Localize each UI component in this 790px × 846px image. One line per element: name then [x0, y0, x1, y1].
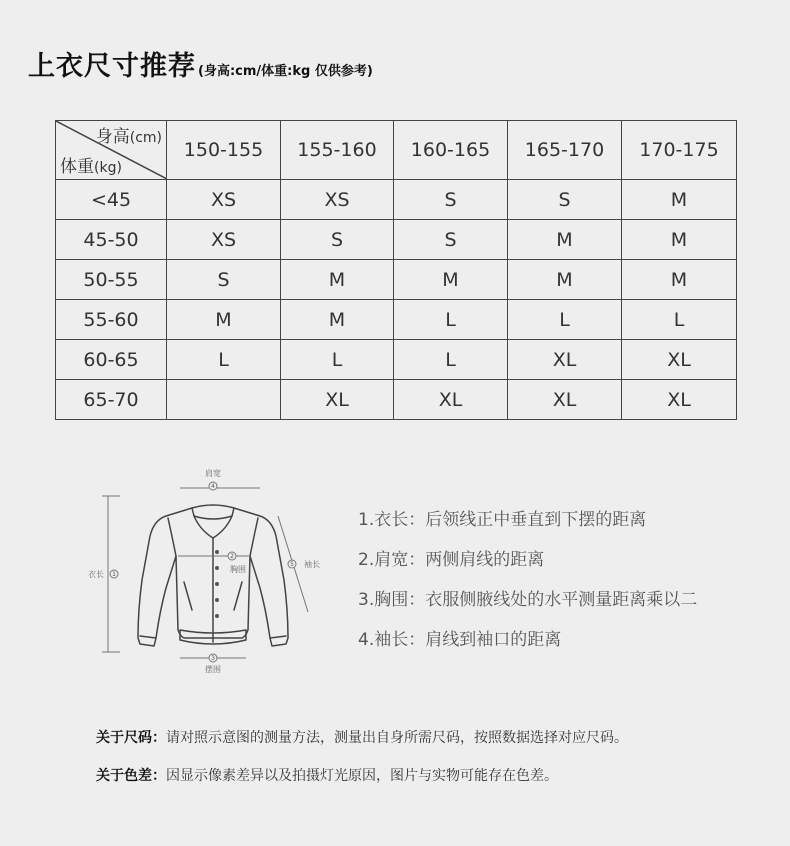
sleeve-number: 5: [290, 561, 294, 568]
size-cell: L: [622, 300, 737, 340]
height-column-header: 150-155: [167, 121, 281, 180]
size-cell: S: [394, 220, 508, 260]
table-row: [56, 300, 737, 340]
length-number: 1: [112, 571, 116, 578]
table-corner-cell: [56, 121, 167, 180]
size-cell: L: [394, 340, 508, 380]
corner-weight-label: 体重(kg): [60, 157, 122, 177]
height-column-header: 165-170: [508, 121, 622, 180]
weight-cell: 60-65: [56, 340, 167, 380]
size-cell: M: [622, 180, 737, 220]
sleeve-label: 袖长: [304, 560, 320, 569]
height-column-header: 155-160: [281, 121, 394, 180]
pocket-left: [184, 582, 192, 610]
table-header-row: [56, 121, 737, 180]
size-cell: XL: [622, 340, 737, 380]
size-cell: XL: [394, 380, 508, 420]
size-cell: L: [394, 300, 508, 340]
size-cell: M: [167, 300, 281, 340]
armhole-left: [168, 518, 176, 556]
collar-shape: [192, 505, 234, 519]
size-cell: XS: [281, 180, 394, 220]
cuff-right: [270, 636, 286, 638]
size-cell: M: [281, 300, 394, 340]
size-cell: L: [167, 340, 281, 380]
measurement-instructions: [358, 508, 697, 668]
pocket-right: [234, 582, 242, 610]
weight-cell: 55-60: [56, 300, 167, 340]
shoulder-number: 4: [211, 483, 215, 490]
jacket-illustration: [80, 460, 340, 690]
size-chart-table: [55, 120, 737, 420]
note-size: [96, 728, 628, 766]
size-cell: M: [394, 260, 508, 300]
measure-item: 4.袖长：肩线到袖口的距离: [358, 630, 562, 650]
size-cell: M: [508, 220, 622, 260]
title-subtitle: (身高:cm/体重:kg 仅供参考): [198, 64, 373, 79]
hem-label: 摆围: [205, 665, 221, 674]
size-cell: L: [508, 300, 622, 340]
note-label: 关于色差：: [96, 768, 166, 784]
chest-label: 胸围: [230, 565, 246, 574]
note-text: 请对照示意图的测量方法，测量出自身所需尺码，按照数据选择对应尺码。: [166, 730, 628, 746]
size-cell: XL: [281, 380, 394, 420]
size-cell: XS: [167, 180, 281, 220]
table-row: [56, 260, 737, 300]
armhole-right: [250, 518, 258, 556]
length-label: 衣长: [88, 570, 104, 579]
size-cell: XL: [622, 380, 737, 420]
weight-cell: <45: [56, 180, 167, 220]
height-column-header: 160-165: [394, 121, 508, 180]
corner-height-label: 身高(cm): [95, 127, 162, 147]
notes-section: [96, 728, 628, 804]
note-text: 因显示像素差异以及拍摄灯光原因，图片与实物可能存在色差。: [166, 768, 558, 784]
size-cell: [167, 380, 281, 420]
size-cell: XL: [508, 340, 622, 380]
weight-cell: 50-55: [56, 260, 167, 300]
buttons: [215, 550, 219, 618]
size-cell: XL: [508, 380, 622, 420]
table-row: [56, 180, 737, 220]
jacket-measurement-diagram: [80, 460, 340, 694]
size-cell: S: [508, 180, 622, 220]
size-cell: M: [622, 220, 737, 260]
table-row: [56, 340, 737, 380]
size-cell: M: [622, 260, 737, 300]
size-cell: M: [281, 260, 394, 300]
cuff-left: [140, 636, 156, 638]
size-cell: XS: [167, 220, 281, 260]
hem-number: 3: [211, 655, 215, 662]
chest-number: 2: [230, 553, 234, 560]
weight-cell: 45-50: [56, 220, 167, 260]
note-label: 关于尺码：: [96, 730, 166, 746]
note-color: [96, 766, 628, 804]
size-cell: S: [167, 260, 281, 300]
table-row: [56, 220, 737, 260]
height-column-header: 170-175: [622, 121, 737, 180]
measure-item: 3.胸围：衣服侧腋线处的水平测量距离乘以二: [358, 590, 698, 610]
size-cell: S: [394, 180, 508, 220]
table-row: [56, 380, 737, 420]
size-cell: S: [281, 220, 394, 260]
shoulder-label: 肩宽: [205, 469, 221, 478]
measure-item: 2.肩宽：两侧肩线的距离: [358, 550, 545, 570]
weight-cell: 65-70: [56, 380, 167, 420]
size-cell: L: [281, 340, 394, 380]
page-title: [28, 44, 373, 83]
title-main: 上衣尺寸推荐: [28, 51, 196, 82]
measure-item: 1.衣长：后领线正中垂直到下摆的距离: [358, 510, 647, 530]
size-cell: M: [508, 260, 622, 300]
